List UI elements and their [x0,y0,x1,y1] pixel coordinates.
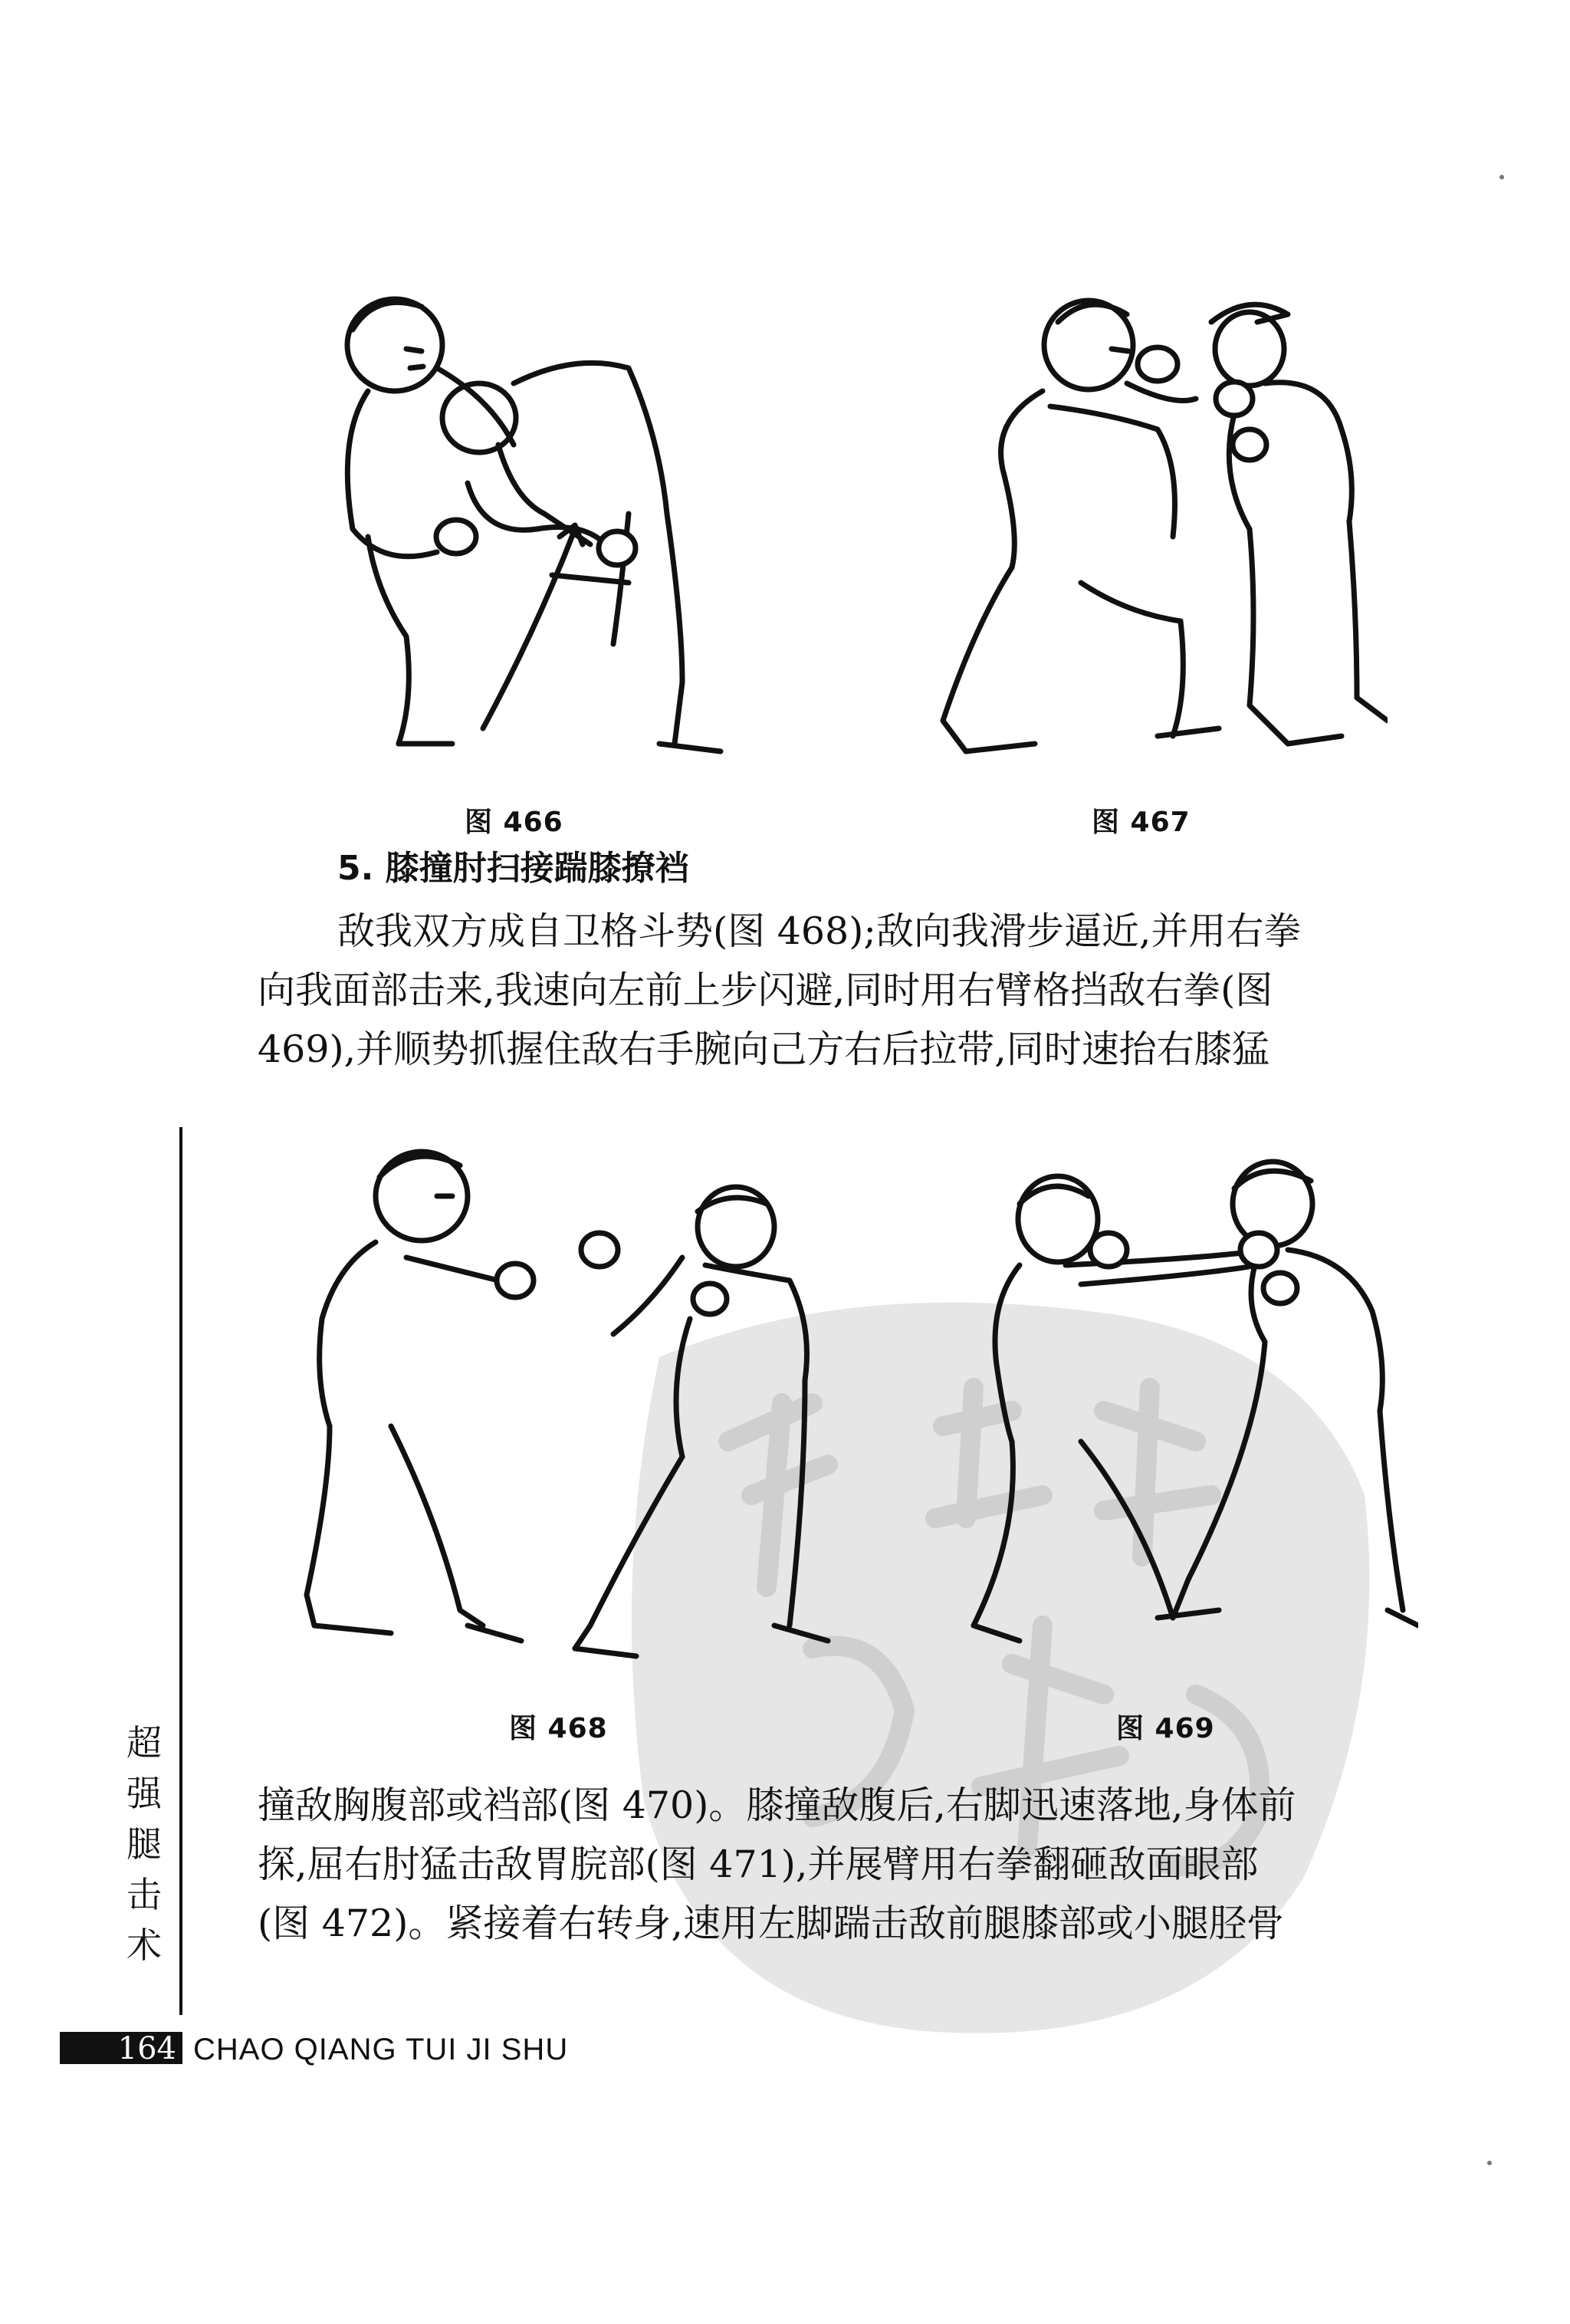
vertical-title-char-1: 超 [126,1722,162,1764]
scan-speck [1499,175,1504,179]
figure-467-illustration [928,291,1388,774]
figure-468-caption: 图 468 [509,1713,608,1744]
section-heading: 5. 膝撞肘扫接踹膝撩裆 [337,849,689,888]
figure-466-illustration [322,284,751,774]
paragraph-top-line-1: 敌我双方成自卫格斗势(图 468);敌向我滑步逼近,并用右拳 [337,909,1302,953]
paragraph-bottom-line-3: (图 472)。紧接着右转身,速用左脚踹击敌前腿膝部或小腿胫骨 [258,1902,1284,1945]
paragraph-bottom [258,1776,1461,1953]
running-title: CHAO QIANG TUI JI SHU [193,2033,569,2066]
figure-469-caption: 图 469 [1116,1713,1215,1744]
vertical-title-char-4: 击 [126,1874,162,1915]
paragraph-top-line-3: 469),并顺势抓握住敌右手腕向己方右后拉带,同时速抬右膝猛 [258,1027,1269,1071]
paragraph-bottom-line-2: 探,屈右肘猛击敌胃脘部(图 471),并展臂用右拳翻砸敌面眼部 [258,1842,1259,1886]
vertical-title-char-2: 强 [126,1773,162,1814]
figure-468-illustration [284,1135,836,1687]
margin-rule [179,1127,182,2015]
figure-467-caption: 图 467 [1092,807,1191,838]
figure-469-illustration [928,1150,1418,1687]
figure-466-caption: 图 466 [465,807,563,838]
paragraph-top [258,902,1461,1079]
vertical-title-char-3: 腿 [126,1823,162,1865]
vertical-book-title [121,1718,167,1971]
page-number-badge: 164 [60,2032,182,2064]
paragraph-top-line-2: 向我面部击来,我速向左前上步闪避,同时用右臂格挡敌右拳(图 [258,968,1273,1012]
scan-speck [1487,2161,1492,2165]
vertical-title-char-5: 术 [126,1925,162,1966]
paragraph-bottom-line-1: 撞敌胸腹部或裆部(图 470)。膝撞敌腹后,右脚迅速落地,身体前 [258,1783,1296,1827]
